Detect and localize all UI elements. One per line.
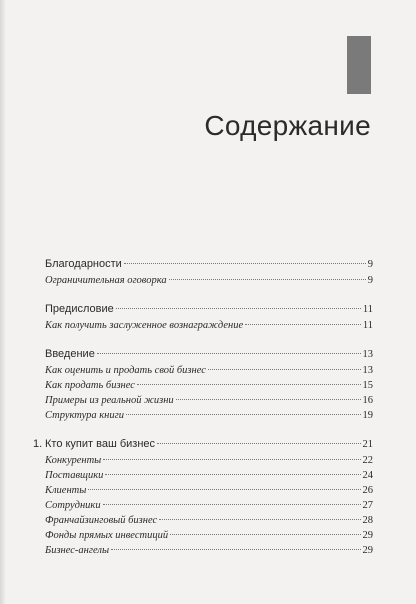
toc-page-number: 11	[362, 320, 373, 331]
toc-section	[33, 436, 373, 558]
toc-section	[33, 301, 373, 333]
toc-page-number: 24	[362, 470, 373, 481]
chapter-tab-marker	[347, 36, 371, 94]
toc-heading-text: Кто купит ваш бизнес	[45, 438, 156, 450]
toc-page-number: 19	[362, 410, 373, 421]
toc-item[interactable]	[33, 543, 373, 558]
toc-page-number: 15	[362, 380, 373, 391]
dot-leader	[124, 263, 366, 264]
dot-leader	[170, 534, 360, 535]
toc-item-text: Фонды прямых инвестиций	[45, 530, 169, 541]
toc-item[interactable]	[33, 318, 373, 333]
toc-item-text: Бизнес-ангелы	[45, 545, 110, 556]
toc-item[interactable]	[33, 498, 373, 513]
dot-leader	[176, 399, 361, 400]
dot-leader	[157, 443, 360, 444]
toc-item[interactable]	[33, 408, 373, 423]
toc-section	[33, 256, 373, 288]
dot-leader	[245, 324, 361, 325]
toc-item-text: Ограничительная оговорка	[45, 275, 167, 286]
dot-leader	[105, 474, 360, 475]
toc-item-text: Сотрудники	[45, 500, 101, 511]
toc-item[interactable]	[33, 468, 373, 483]
toc-page-number: 21	[362, 439, 373, 450]
toc-page-number: 29	[362, 545, 373, 556]
toc-item-text: Конкуренты	[45, 455, 102, 466]
page-edge	[0, 0, 6, 604]
toc-page-number: 9	[367, 259, 373, 270]
toc-heading-text: Введение	[45, 348, 95, 360]
toc-item-text: Примеры из реальной жизни	[45, 395, 174, 406]
toc-item[interactable]	[33, 453, 373, 468]
dot-leader	[126, 414, 361, 415]
toc-heading[interactable]	[33, 346, 373, 363]
toc-page-number: 13	[362, 365, 373, 376]
toc-item[interactable]	[33, 513, 373, 528]
dot-leader	[137, 384, 361, 385]
toc-page-number: 16	[362, 395, 373, 406]
toc-item-text: Как продать бизнес	[45, 380, 135, 391]
toc-heading-text: Благодарности	[45, 258, 122, 270]
toc-heading[interactable]	[33, 436, 373, 453]
dot-leader	[103, 459, 360, 460]
toc-item-text: Как получить заслуженное вознаграждение	[45, 320, 244, 331]
toc-page-number: 28	[362, 515, 373, 526]
toc-page-number: 27	[362, 500, 373, 511]
toc-heading[interactable]	[33, 301, 373, 318]
toc-item-text: Клиенты	[45, 485, 87, 496]
dot-leader	[111, 549, 360, 550]
dot-leader	[208, 369, 361, 370]
toc-item[interactable]	[33, 378, 373, 393]
toc-section	[33, 346, 373, 423]
toc-page-number: 29	[362, 530, 373, 541]
toc-heading-text: Предисловие	[45, 303, 114, 315]
toc-item-text: Поставщики	[45, 470, 104, 481]
toc-page-number: 13	[362, 349, 373, 360]
page-title: Содержание	[204, 110, 371, 141]
toc-item[interactable]	[33, 393, 373, 408]
table-of-contents	[33, 256, 373, 571]
toc-item-text: Франчайзинговый бизнес	[45, 515, 158, 526]
toc-page-number: 22	[362, 455, 373, 466]
toc-page-number: 11	[362, 304, 373, 315]
toc-item-text: Структура книги	[45, 410, 124, 421]
dot-leader	[159, 519, 360, 520]
dot-leader	[88, 489, 360, 490]
toc-heading-number: 1.	[33, 438, 43, 450]
toc-page-number: 9	[367, 275, 373, 286]
toc-item[interactable]	[33, 528, 373, 543]
toc-item[interactable]	[33, 273, 373, 288]
toc-item[interactable]	[33, 483, 373, 498]
dot-leader	[97, 353, 361, 354]
toc-page-number: 26	[362, 485, 373, 496]
dot-leader	[169, 279, 366, 280]
dot-leader	[103, 504, 361, 505]
toc-heading[interactable]	[33, 256, 373, 273]
toc-item[interactable]	[33, 363, 373, 378]
dot-leader	[116, 308, 361, 309]
toc-item-text: Как оценить и продать свой бизнес	[45, 365, 206, 376]
